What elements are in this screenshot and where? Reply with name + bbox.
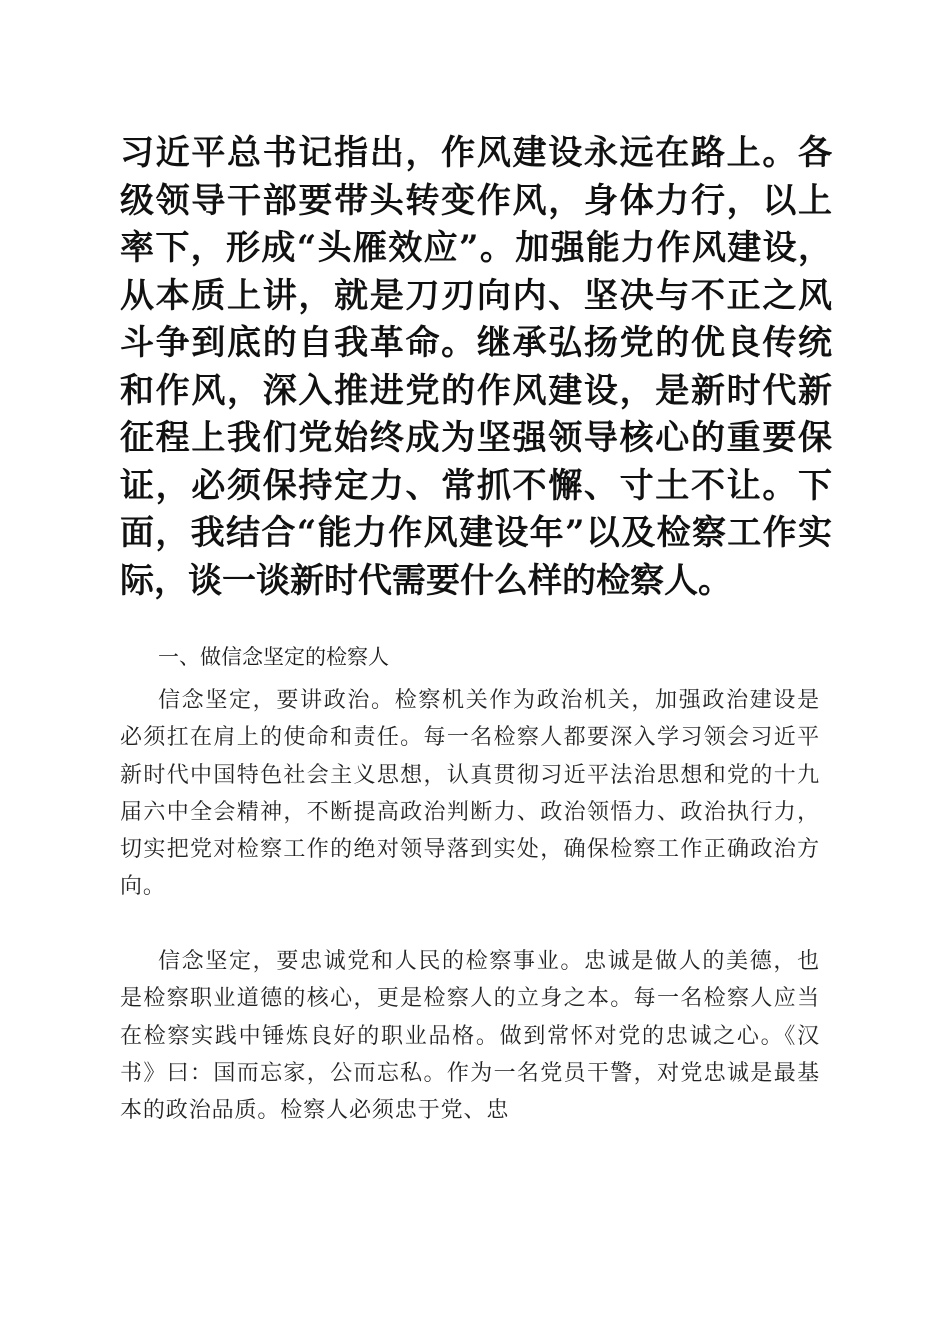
- body-paragraph-1: 信念坚定，要讲政治。检察机关作为政治机关，加强政治建设是必须扛在肩上的使命和责任。每一名检察人都要深入学习领会习近平新时代中国特色社会主义思想，认真贯彻习近平法治思想和党的十九届六中全会精神，不断提高政治判断力、政治领悟力、政治执行力，切实把党对检察工作的绝对领导落到实处，确保检察工作正确政治方向。: [120, 688, 820, 900]
- section-heading: 一、做信念坚定的检察人: [158, 645, 389, 669]
- intro-paragraph: 习近平总书记指出，作风建设永远在路上。各级领导干部要带头转变作风，身体力行，以上率下，形成“头雁效应”。加强能力作风建设，从本质上讲，就是刀刃向内、坚决与不正之风斗争到底的自我革命。继承弘扬党的优良传统和作风，深入推进党的作风建设，是新时代新征程上我们党始终成为坚强领导核心的重要保证，必须保持定力、常抓不懈、寸土不让。下面，我结合“能力作风建设年”以及检察工作实际，谈一谈新时代需要什么样的检察人。: [120, 133, 832, 601]
- body-paragraph-2: 信念坚定，要忠诚党和人民的检察事业。忠诚是做人的美德，也是检察职业道德的核心，更是检察人的立身之本。每一名检察人应当在检察实践中锤炼良好的职业品格。做到常怀对党的忠诚之心。《汉书》曰：国而忘家，公而忘私。作为一名党员干警，对党忠诚是最基本的政治品质。检察人必须忠于党、忠: [120, 949, 820, 1124]
